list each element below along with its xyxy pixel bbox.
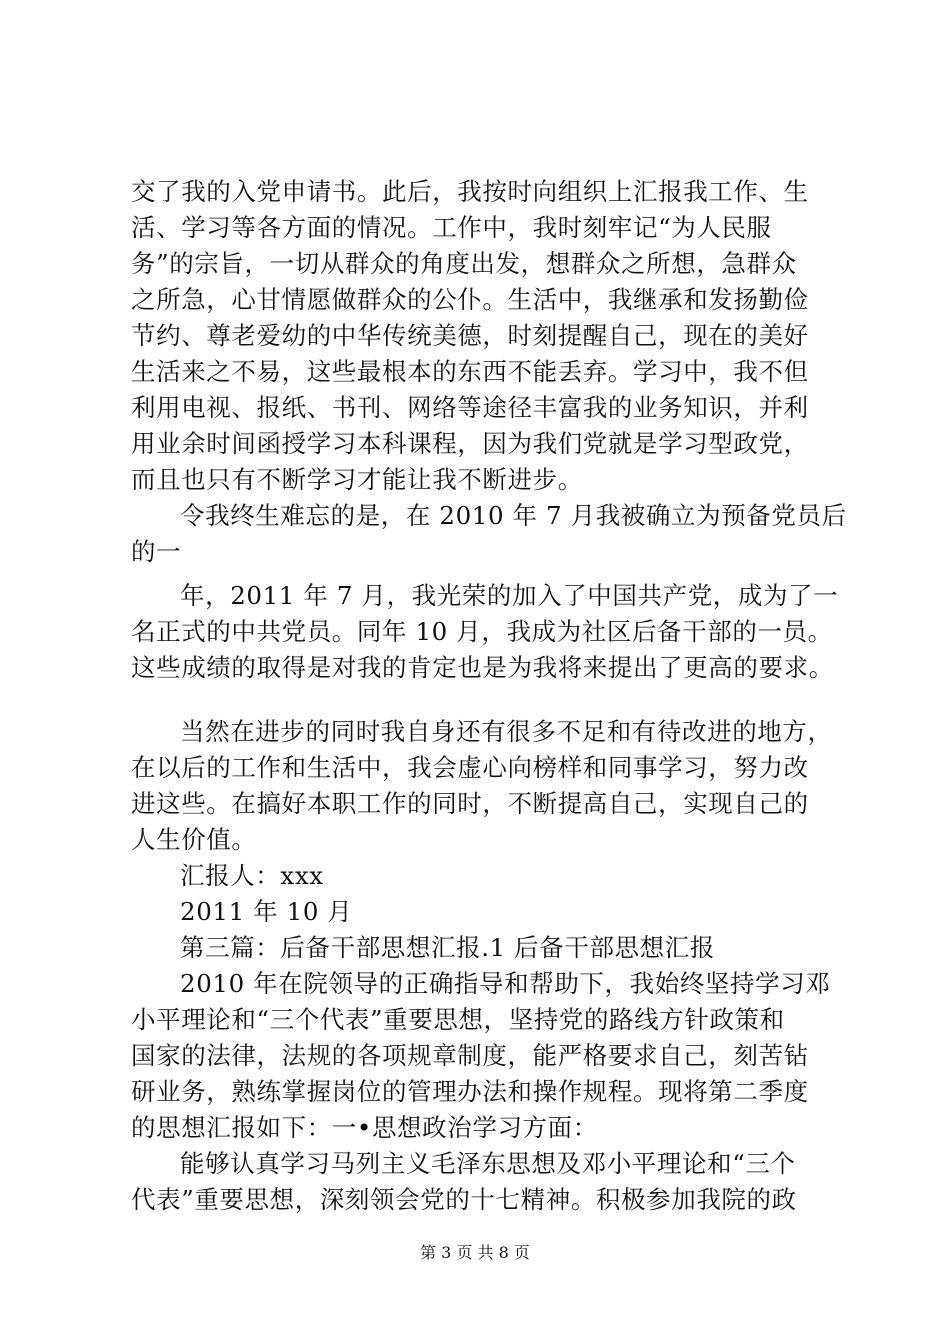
text-line: 的思想汇报如下：一•思想政治学习方面： [131, 1113, 598, 1142]
page-footer: 第 3 页 共 8 页 [420, 1243, 530, 1262]
date-line: 2011 年 10 月 [180, 897, 353, 926]
text-line: 令我终生难忘的是，在 2010 年 7 月我被确立为预备党员后 [180, 501, 847, 530]
text-line: 而且也只有不断学习才能让我不断进步。 [131, 465, 583, 494]
text-line: 这些成绩的取得是对我的肯定也是为我将来提出了更高的要求。 [131, 653, 834, 682]
text-line: 利用电视、报纸、书刊、网络等途径丰富我的业务知识，并利 [131, 393, 809, 422]
text-line: 之所急，心甘情愿做群众的公仆。生活中，我继承和发扬勤俭 [131, 285, 809, 314]
text-line: 研业务，熟练掌握岗位的管理办法和操作规程。现将第二季度 [131, 1077, 809, 1106]
text-line: 2010 年在院领导的正确指导和帮助下，我始终坚持学习邓 [180, 969, 831, 998]
text-line: 务”的宗旨，一切从群众的角度出发，想群众之所想，急群众 [131, 249, 797, 278]
section-heading: 第三篇：后备干部思想汇报.1 后备干部思想汇报 [180, 933, 715, 962]
text-line: 在以后的工作和生活中，我会虚心向榜样和同事学习，努力改 [131, 753, 809, 782]
text-line: 当然在进步的同时我自身还有很多不足和有待改进的地方， [180, 717, 833, 746]
text-line: 交了我的入党申请书。此后，我按时向组织上汇报我工作、生 [131, 177, 809, 206]
text-line: 节约、尊老爱幼的中华传统美德，时刻提醒自己，现在的美好 [131, 321, 809, 350]
text-line: 小平理论和“三个代表”重要思想，坚持党的路线方针政策和 [131, 1005, 785, 1034]
text-line: 人生价值。 [131, 825, 257, 854]
text-line: 进这些。在搞好本职工作的同时，不断提高自己，实现自己的 [131, 789, 809, 818]
text-line: 名正式的中共党员。同年 10 月，我成为社区后备干部的一员。 [131, 617, 833, 646]
text-line: 国家的法律，法规的各项规章制度，能严格要求自己，刻苦钻 [131, 1041, 809, 1070]
text-line: 年，2011 年 7 月，我光荣的加入了中国共产党，成为了一 [180, 581, 839, 610]
text-line: 能够认真学习马列主义毛泽东思想及邓小平理论和“三个 [180, 1149, 796, 1178]
text-line: 活、学习等各方面的情况。工作中，我时刻牢记“为人民服 [131, 213, 772, 242]
reporter-line: 汇报人：xxx [180, 861, 324, 890]
text-line: 用业余时间函授学习本科课程，因为我们党就是学习型政党， [131, 429, 809, 458]
text-line: 代表”重要思想，深刻领会党的十七精神。积极参加我院的政 [131, 1185, 797, 1214]
text-line: 的一 [131, 537, 182, 566]
text-line: 生活来之不易，这些最根本的东西不能丢弃。学习中，我不但 [131, 357, 809, 386]
